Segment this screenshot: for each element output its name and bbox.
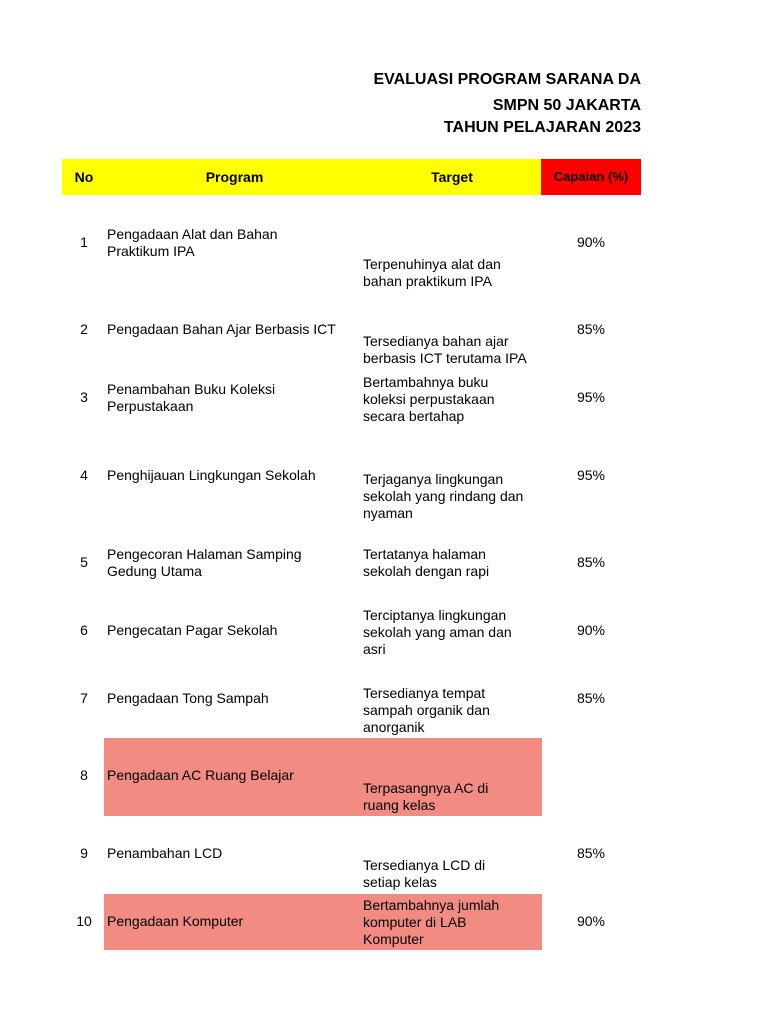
row-7-no: 7	[80, 690, 88, 706]
row-3-program: Penambahan Buku Koleksi Perpustakaan	[107, 381, 276, 414]
row-3-no: 3	[80, 389, 88, 405]
row-6-target: Terciptanya lingkungan sekolah yang aman dan asri	[363, 607, 512, 657]
row-4-target: Terjaganya lingkungan sekolah yang rindang dan nyaman	[363, 471, 524, 521]
row-10-program: Pengadaan Komputer	[107, 913, 244, 929]
doc-title-line-2: SMPN 50 JAKARTA	[492, 97, 641, 114]
header-capaian: Capaian (%)	[541, 159, 641, 195]
header-no: No	[62, 159, 106, 195]
row-4-no: 4	[80, 467, 88, 483]
doc-title-line-1: EVALUASI PROGRAM SARANA DA	[373, 71, 641, 88]
row-7-program: Pengadaan Tong Sampah	[107, 690, 269, 706]
doc-title-line-3: TAHUN PELAJARAN 2023	[443, 119, 641, 136]
row-5-no: 5	[80, 554, 88, 570]
row-5-capaian: 85%	[576, 554, 606, 570]
row-6-capaian: 90%	[576, 622, 606, 638]
row-9-program: Penambahan LCD	[107, 845, 223, 861]
row-6-program: Pengecatan Pagar Sekolah	[107, 622, 278, 638]
row-10-no: 10	[76, 913, 92, 929]
row-2-program: Pengadaan Bahan Ajar Berbasis ICT	[107, 321, 336, 337]
row-6-no: 6	[80, 622, 88, 638]
row-2-no: 2	[80, 321, 88, 337]
row-8-target: Terpasangnya AC di ruang kelas	[363, 780, 489, 813]
row-1-no: 1	[80, 234, 88, 250]
row-8-program: Pengadaan AC Ruang Belajar	[107, 767, 294, 783]
row-1-target: Terpenuhinya alat dan bahan praktikum IPA	[363, 256, 501, 289]
row-9-no: 9	[80, 845, 88, 861]
row-9-target: Tersedianya LCD di setiap kelas	[363, 857, 486, 890]
row-1-capaian: 90%	[576, 234, 606, 250]
row-3-target: Bertambahnya buku koleksi perpustakaan secara bertahap	[363, 374, 495, 424]
header-target: Target	[363, 159, 541, 195]
row-2-target: Tersedianya bahan ajar berbasis ICT terutama IPA	[363, 333, 527, 366]
row-7-capaian: 85%	[576, 690, 606, 706]
row-8-no: 8	[80, 767, 88, 783]
row-3-capaian: 95%	[576, 389, 606, 405]
row-5-target: Tertatanya halaman sekolah dengan rapi	[363, 546, 490, 579]
row-2-capaian: 85%	[576, 321, 606, 337]
row-9-capaian: 85%	[576, 845, 606, 861]
header-program: Program	[106, 159, 363, 195]
row-10-capaian: 90%	[576, 913, 606, 929]
row-4-program: Penghijauan Lingkungan Sekolah	[107, 467, 316, 483]
row-10-target: Bertambahnya jumlah komputer di LAB Komputer	[363, 897, 500, 947]
row-7-target: Tersedianya tempat sampah organik dan anorganik	[363, 685, 490, 735]
row-1-program: Pengadaan Alat dan Bahan Praktikum IPA	[107, 226, 278, 259]
row-5-program: Pengecoran Halaman Samping Gedung Utama	[107, 546, 302, 579]
row-4-capaian: 95%	[576, 467, 606, 483]
